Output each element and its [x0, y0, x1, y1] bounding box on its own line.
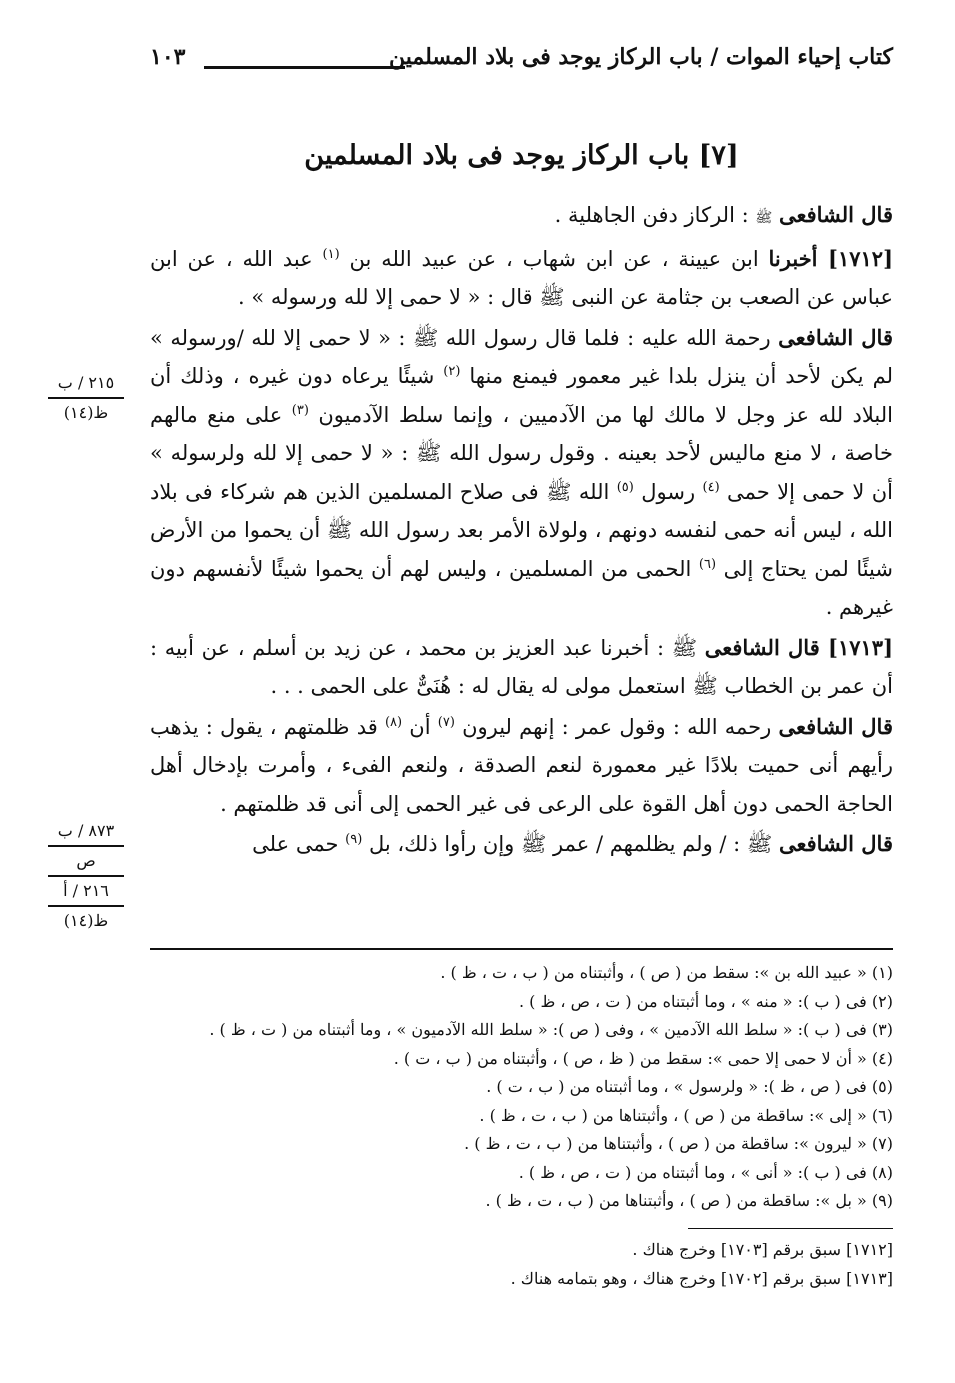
paragraph-lead: [١٧١٢] أخبرنا: [768, 245, 893, 271]
margin-note-top: ٢١٥ / ب: [48, 372, 124, 399]
margin-note-top: ٨٧٣ / ب: [48, 820, 124, 847]
paragraph-text: قد ظلمتهم ، يقول : يذهب رأيهم أنى حميت بلادًا غير معمورة لنعم الصدقة ، ولنعم الفىء ، وأمرت بإدخال أهل الحاجة الحمى دون أهل القوة على الرعى فى غير الحمى إلى أنى قد ظلمتهم .: [150, 714, 893, 816]
footnote-ref-7[interactable]: (٧): [437, 714, 455, 730]
paragraph-text: ابن عيينة ، عن ابن شهاب ، عن عبيد الله بن: [339, 246, 759, 271]
header-title: كتاب إحياء الموات / باب الركاز يوجد فى بلاد المسلمين: [389, 44, 893, 70]
margin-note-1: [48, 372, 124, 424]
footnote-rule: [150, 948, 893, 950]
paragraph-lead: [١٧١٣] قال الشافعى: [704, 634, 893, 660]
footnote-ref-5[interactable]: (٥): [616, 479, 634, 495]
footnote-ref-8[interactable]: (٨): [384, 714, 403, 730]
margin-note-bottom: ٢١٦ / أ: [48, 877, 124, 907]
footnote-ref-6[interactable]: (٦): [698, 556, 717, 572]
running-header: [150, 44, 893, 84]
footnote-3: (٣) فى ( ب ): « سلط الله الآدمين » ، وفى ( ص ): « سلط الله الآدميون » ، وما أثبتناه من ( ت ، ظ ) .: [209, 1020, 893, 1039]
paragraph-1713: [150, 629, 893, 706]
paragraph-lead: قال الشافعى: [778, 831, 893, 856]
paragraph-text: رحمه الله : وقول عمر : إنهم ليرون: [454, 714, 772, 739]
paragraph-text: ﷺ : / ولم يظلمهم / عمر ﷺ وإن رأوا ذلك، بل: [362, 832, 773, 856]
footnote-ref-2[interactable]: (٢): [443, 364, 461, 379]
footnote-8: (٨) فى ( ب ): « أنى » ، وما أثبتناه من ( ت ، ص ، ظ ) .: [518, 1162, 893, 1182]
cross-reference-1713: [١٧١٣] سبق برقم [١٧٠٢] وخرج هناك ، وهو بتمامه هناك .: [510, 1269, 893, 1288]
paragraph-text: الله ﷺ فى صلاح المسلمين الذين هم شركاء فى بلاد الله ، ليس أنه حمى لنفسه دونهم ، ولولاة الأمر بعد رسول الله ﷺ أن يحموا من الأرض شيئًا لمن يحتاج إلى: [150, 479, 893, 581]
margin-note-extra: ظ(١٤): [63, 911, 109, 930]
footnote-1: (١) « عبيد الله بن »: سقط من ( ص ) ، وأثبتناه من ( ب ، ت ، ظ ) .: [440, 963, 893, 982]
footnote-2: (٢) فى ( ب ): « منه » ، وما أثبتناه من ( ت ، ص ، ظ ) .: [518, 991, 893, 1011]
paragraph-text: الحمى من المسلمين ، وليس لهم أن يحموا شيئًا لأنفسهم دون غيرهم .: [150, 556, 893, 619]
paragraph-text: على منع مالهم خاصة ، لا منع ماليس لأحد بعينه . وقول رسول الله ﷺ : « لا حمى إلا لله ولرسوله » أن لا حمى إلا حمى: [150, 402, 893, 504]
header-rule: [204, 66, 405, 69]
margin-note-middle: ص: [48, 847, 124, 877]
paragraph-1712: [150, 240, 893, 317]
footnote-ref-1[interactable]: (١): [322, 246, 340, 262]
paragraph-6: [150, 825, 893, 864]
cross-reference-rule: [688, 1228, 893, 1229]
page-number: ١٠٣: [150, 44, 186, 70]
footnote-ref-3[interactable]: (٣): [291, 402, 309, 418]
footnote-7: (٧) « ليرون »: ساقطة من ( ص ) ، وأثبتناها من ( ب ، ت ، ظ ) .: [464, 1134, 893, 1153]
footnote-9: (٩) « بل »: ساقطة من ( ص ) ، وأثبتناها من ( ب ، ت ، ظ ) .: [485, 1191, 893, 1210]
paragraph-text: عبد الله ، عن ابن عباس عن الصعب بن جثامة عن النبى ﷺ قال : « لا حمى إلا لله ورسوله » .: [150, 246, 893, 309]
honorific: ﷺ: [755, 210, 773, 226]
footnote-ref-9[interactable]: (٩): [345, 832, 363, 847]
cross-reference-1712: [١٧١٢] سبق برقم [١٧٠٣] وخرج هناك .: [632, 1240, 893, 1259]
paragraph-lead: قال الشافعى: [778, 202, 893, 227]
paragraph-lead: قال الشافعى: [778, 713, 893, 739]
chapter-title: [٧] باب الركاز يوجد فى بلاد المسلمين: [304, 140, 739, 171]
paragraph-5: [150, 708, 893, 824]
margin-note-2: [48, 820, 124, 932]
paragraph-text: حمى على: [252, 832, 339, 856]
cross-references: [150, 1235, 893, 1293]
paragraph-lead: قال الشافعى: [778, 324, 893, 350]
margin-note-bottom: ظ(١٤): [63, 403, 109, 422]
paragraph-text: رسول: [633, 479, 696, 504]
footnote-5: (٥) فى ( ص ، ظ ): « ولرسول » ، وما أثبتناه من ( ب ، ت ) .: [486, 1077, 893, 1096]
paragraph-text: رحمة الله عليه : فلما قال رسول الله ﷺ : « لا حمى إلا لله /ورسوله » لم يكن لأحد أن ينزل بلدا غير معمور فيمنع منها: [150, 325, 893, 388]
footnote-4: (٤) « أن لا حمى إلا حمى »: سقط من ( ظ ، ص ) ، وأثبتناه من ( ب ، ت ) .: [393, 1048, 893, 1068]
paragraph-text: ﷺ : أخبرنا عبد العزيز بن محمد ، عن زيد بن أسلم ، عن أبيه : أن عمر بن الخطاب ﷺ استعمل مولى له يقال له : هُنَىٌّ على الحمى . . .: [150, 635, 893, 698]
main-text: [150, 196, 893, 864]
footnote-ref-4[interactable]: (٤): [702, 479, 720, 495]
paragraph-3: [150, 319, 893, 627]
paragraph-text: شيئًا يرعاه دون غيره ، وذلك أن البلاد لله عز وجل لا مالك لها من الآدميين ، وإنما سلط الآدميون: [150, 364, 893, 427]
paragraph-1: [150, 196, 893, 238]
footnotes: [150, 959, 893, 1216]
paragraph-text: : الركاز دفن الجاهلية .: [554, 203, 749, 227]
paragraph-text: أن: [402, 714, 431, 739]
footnote-6: (٦) « إلى »: ساقطة من ( ص ) ، وأثبتناها من ( ب ، ت ، ظ ) .: [479, 1105, 893, 1125]
